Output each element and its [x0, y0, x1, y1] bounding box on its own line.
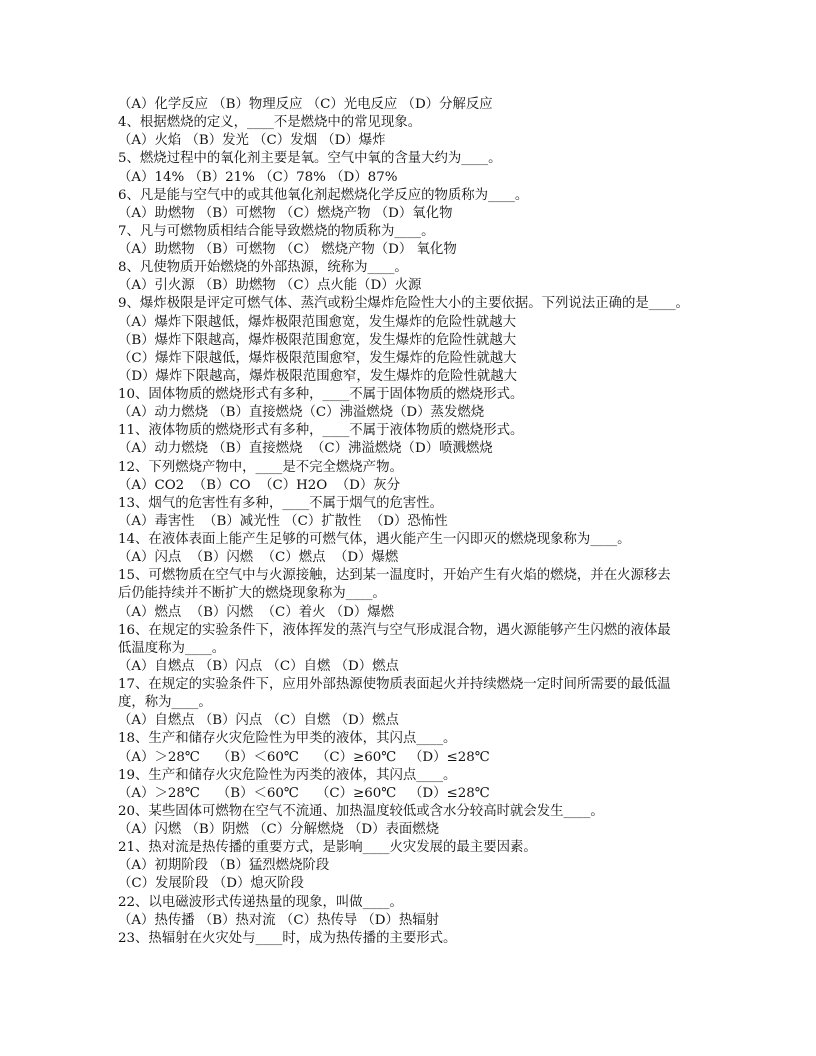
question-13	[118, 495, 718, 531]
question-9-stem: 9、爆炸极限是评定可燃气体、蒸汽或粉尘爆炸危险性大小的主要依据。下列说法正确的是____。	[118, 296, 689, 312]
question-16	[118, 622, 718, 676]
question-16-stem-line-1: 16、在规定的实验条件下，液体挥发的蒸汽与空气形成混合物，遇火源能够产生闪燃的液体最	[118, 622, 671, 638]
question-15-options: （A）燃点 （B）闪燃 （C）着火 （D）爆燃	[118, 604, 395, 620]
question-9	[118, 295, 718, 386]
question-17	[118, 676, 718, 730]
question-19-stem: 19、生产和储存火灾危险性为丙类的液体，其闪点____。	[118, 767, 457, 783]
question-9-option-c: （C）爆炸下限越低，爆炸极限范围愈窄，发生爆炸的危险性就越大	[118, 350, 517, 366]
question-11-stem: 11、液体物质的燃烧形式有多种，____不属于液体物质的燃烧形式。	[118, 423, 524, 439]
document-page	[118, 96, 718, 948]
question-22-stem: 22、以电磁波形式传递热量的现象，叫做____。	[118, 894, 403, 910]
question-22	[118, 894, 718, 930]
question-19	[118, 767, 718, 803]
question-4	[118, 114, 718, 150]
question-4-options: （A）火焰 （B）发光 （C）发烟 （D）爆炸	[118, 133, 386, 149]
question-20-options: （A）闪燃 （B）阴燃 （C）分解燃烧 （D）表面燃烧	[118, 822, 440, 837]
question-6-stem: 6、凡是能与空气中的或其他氧化剂起燃烧化学反应的物质称为____。	[118, 187, 529, 203]
question-8-options: （A）引火源 （B）助燃物 （C）点火能（D）火源	[118, 278, 422, 294]
question-21-options-line-1: （A）初期阶段 （B）猛烈燃烧阶段	[118, 858, 330, 874]
question-16-options: （A）自燃点 （B）闪点 （C）自燃 （D）燃点	[118, 658, 399, 674]
question-20-stem: 20、某些固体可燃物在空气不流通、加热温度较低或含水分较高时就会发生____。	[118, 803, 604, 819]
question-14	[118, 531, 718, 567]
question-3-options: （A）化学反应 （B）物理反应 （C）光电反应 （D）分解反应	[118, 97, 493, 112]
question-13-stem: 13、烟气的危害性有多种，____不属于烟气的危害性。	[118, 495, 444, 511]
question-4-stem: 4、根据燃烧的定义，____不是燃烧中的常见现象。	[118, 115, 422, 131]
question-5	[118, 150, 718, 186]
question-18-stem: 18、生产和储存火灾危险性为甲类的液体，其闪点____。	[118, 731, 457, 747]
question-6-options: （A）助燃物 （B）可燃物 （C）燃烧产物 （D）氧化物	[118, 205, 453, 221]
question-17-stem-line-1: 17、在规定的实验条件下，应用外部热源使物质表面起火并持续燃烧一定时间所需要的最低温	[118, 677, 671, 692]
question-12	[118, 459, 718, 495]
question-23-stem: 23、热辐射在火灾处与____时，成为热传播的主要形式。	[118, 930, 457, 946]
question-15	[118, 567, 718, 621]
question-7-options: （A）助燃物 （B）可燃物 （C） 燃烧产物（D） 氧化物	[118, 242, 457, 257]
question-8-stem: 8、凡使物质开始燃烧的外部热源，统称为____。	[118, 260, 408, 276]
question-11-options: （A）动力燃烧 （B）直接燃烧 （C）沸溢燃烧（D）喷溅燃烧	[118, 441, 493, 457]
question-16-stem-line-2: 低温度称为____。	[118, 640, 226, 656]
question-17-stem-line-2: 度，称为____。	[118, 695, 212, 711]
question-12-stem: 12、下列燃烧产物中，____是不完全燃烧产物。	[118, 459, 403, 475]
question-7-stem: 7、凡与可燃物质相结合能导致燃烧的物质称为____。	[118, 223, 435, 239]
question-3	[118, 96, 718, 114]
question-9-option-b: （B）爆炸下限越高，爆炸极限范围愈宽，发生爆炸的危险性就越大	[118, 332, 517, 348]
question-21	[118, 839, 718, 893]
question-21-stem: 21、热对流是热传播的重要方式，是影响____火灾发展的最主要因素。	[118, 840, 537, 856]
question-10-options: （A）动力燃烧 （B）直接燃烧（C）沸溢燃烧（D）蒸发燃烧	[118, 405, 485, 421]
question-15-stem-line-1: 15、可燃物质在空气中与火源接触，达到某一温度时，开始产生有火焰的燃烧，并在火源移去	[118, 568, 671, 584]
question-5-options: （A）14% （B）21% （C）78% （D）87%	[118, 169, 398, 185]
question-9-option-a: （A）爆炸下限越低，爆炸极限范围愈宽，发生爆炸的危险性就越大	[118, 314, 516, 330]
question-23	[118, 930, 718, 948]
question-19-options: （A）＞28℃ （B）＜60℃ （C）≥60℃ （D）≤28℃	[118, 785, 490, 801]
question-13-options: （A）毒害性 （B）减光性 （C）扩散性 （D）恐怖性	[118, 513, 448, 529]
question-12-options: （A）CO2 （B）CO （C）H2O （D）灰分	[118, 477, 401, 493]
question-21-options-line-2: （C）发展阶段 （D）熄灭阶段	[118, 876, 304, 892]
question-5-stem: 5、燃烧过程中的氧化剂主要是氧。空气中氧的含量大约为____。	[118, 151, 502, 167]
question-10	[118, 386, 718, 422]
question-7	[118, 223, 718, 259]
question-8	[118, 259, 718, 295]
question-9-option-d: （D）爆炸下限越高，爆炸极限范围愈窄，发生爆炸的危险性就越大	[118, 368, 518, 384]
question-18-options: （A）＞28℃ （B）＜60℃ （C）≥60℃ （D）≤28℃	[118, 749, 490, 765]
question-18	[118, 730, 718, 766]
question-6	[118, 187, 718, 223]
question-22-options: （A）热传播 （B）热对流 （C）热传导 （D）热辐射	[118, 912, 440, 928]
question-17-options: （A）自燃点 （B）闪点 （C）自燃 （D）燃点	[118, 713, 399, 729]
question-11	[118, 422, 718, 458]
question-15-stem-line-2: 后仍能持续并不断扩大的燃烧现象称为____。	[118, 586, 386, 602]
question-14-stem: 14、在液体表面上能产生足够的可燃气体，遇火能产生一闪即灭的燃烧现象称为____。	[118, 532, 631, 547]
question-10-stem: 10、固体物质的燃烧形式有多种，____不属于固体物质的燃烧形式。	[118, 387, 524, 402]
question-20	[118, 803, 718, 839]
question-14-options: （A）闪点 （B）闪燃 （C）燃点 （D）爆燃	[118, 550, 399, 566]
